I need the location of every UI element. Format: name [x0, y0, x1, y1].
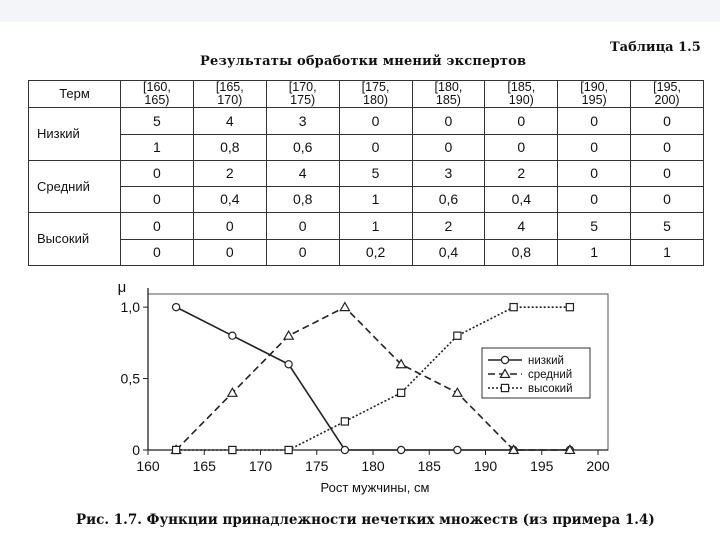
x-tick-label: 160	[136, 458, 160, 474]
interval-header	[412, 81, 485, 108]
chart-legend	[482, 348, 590, 398]
data-point-square	[229, 446, 236, 453]
membership-cell: 0,8	[266, 187, 339, 213]
data-point-circle	[398, 446, 405, 453]
count-cell: 5	[339, 160, 412, 186]
count-cell: 2	[485, 160, 558, 186]
membership-cell: 0	[121, 239, 194, 265]
interval-header	[193, 81, 266, 108]
interval-start: [185,	[507, 80, 536, 94]
interval-header	[339, 81, 412, 108]
figure-caption: Рис. 1.7. Функции принадлежности нечетких множеств (из примера 1.4)	[76, 512, 655, 528]
data-point-circle	[341, 446, 348, 453]
data-point-square	[173, 446, 180, 453]
data-point-circle	[454, 446, 461, 453]
membership-cell: 1	[339, 187, 412, 213]
membership-cell: 0	[121, 187, 194, 213]
table-row	[29, 187, 704, 213]
interval-start: [175,	[361, 80, 390, 94]
interval-header	[631, 81, 704, 108]
count-cell: 1	[339, 213, 412, 239]
legend-marker-square	[501, 384, 508, 391]
table-row	[29, 213, 704, 239]
data-point-circle	[229, 332, 236, 339]
x-tick-label: 195	[530, 458, 554, 474]
count-cell: 0	[339, 108, 412, 134]
membership-cell: 0,4	[193, 187, 266, 213]
count-cell: 5	[121, 108, 194, 134]
membership-cell: 1	[631, 239, 704, 265]
count-cell: 3	[412, 160, 485, 186]
data-point-square	[341, 418, 348, 425]
membership-cell: 0,2	[339, 239, 412, 265]
table-title: Результаты обработки мнений экспертов	[200, 54, 527, 69]
legend-label: низкий	[528, 355, 564, 367]
data-point-circle	[173, 304, 180, 311]
count-cell: 5	[558, 213, 631, 239]
interval-start: [190,	[580, 80, 609, 94]
x-tick-label: 185	[417, 458, 441, 474]
interval-end: 180)	[363, 93, 389, 108]
y-tick-label: 1,0	[120, 299, 140, 316]
membership-cell: 0,8	[485, 239, 558, 265]
membership-functions-chart	[100, 278, 620, 504]
interval-start: [170,	[288, 80, 317, 94]
x-tick-label: 165	[192, 458, 216, 474]
interval-end: 170)	[217, 93, 243, 108]
y-axis-label: μ	[117, 279, 127, 296]
count-cell: 3	[266, 108, 339, 134]
term-cell-medium: Средний	[29, 160, 121, 213]
interval-header	[485, 81, 558, 108]
interval-header	[558, 81, 631, 108]
data-point-square	[566, 304, 573, 311]
membership-cell: 0	[412, 134, 485, 160]
membership-cell: 0,8	[193, 134, 266, 160]
interval-header	[121, 81, 194, 108]
legend-label: средний	[528, 369, 573, 381]
table-header-row	[29, 81, 704, 108]
count-cell: 0	[121, 213, 194, 239]
interval-start: [165,	[215, 80, 244, 94]
data-point-square	[398, 389, 405, 396]
interval-start: [160,	[143, 80, 171, 94]
data-point-triangle	[340, 303, 349, 311]
data-point-triangle	[228, 388, 237, 396]
data-point-square	[454, 332, 461, 339]
interval-end: 165)	[144, 93, 170, 108]
table-row	[29, 134, 704, 160]
membership-cell: 1	[558, 239, 631, 265]
count-cell: 2	[193, 160, 266, 186]
count-cell: 4	[193, 108, 266, 134]
count-cell: 0	[558, 160, 631, 186]
count-cell: 0	[266, 213, 339, 239]
x-tick-label: 170	[248, 458, 273, 474]
count-cell: 4	[266, 160, 339, 186]
top-band	[0, 0, 720, 22]
membership-cell: 0	[631, 134, 704, 160]
membership-cell: 0,4	[412, 239, 485, 265]
y-tick-label: 0	[132, 442, 140, 458]
count-cell: 0	[121, 160, 194, 186]
y-tick-label: 0,5	[120, 370, 140, 387]
interval-header	[266, 81, 339, 108]
membership-cell: 0,6	[266, 134, 339, 160]
count-cell: 0	[193, 213, 266, 239]
membership-cell: 0	[339, 134, 412, 160]
legend-marker-circle	[501, 356, 508, 363]
count-cell: 0	[558, 108, 631, 134]
membership-cell: 0	[558, 187, 631, 213]
count-cell: 0	[631, 160, 704, 186]
membership-cell: 0,4	[485, 187, 558, 213]
x-tick-label: 200	[586, 458, 610, 474]
x-tick-label: 190	[473, 458, 498, 474]
membership-cell: 0	[266, 239, 339, 265]
table-row	[29, 160, 704, 186]
data-point-square	[510, 304, 517, 311]
data-point-triangle	[284, 331, 293, 339]
table-row	[29, 239, 704, 265]
membership-cell: 0	[631, 187, 704, 213]
expert-results-table	[28, 80, 704, 266]
table-label: Таблица 1.5	[610, 40, 701, 55]
membership-cell: 0	[485, 134, 558, 160]
membership-cell: 0	[193, 239, 266, 265]
count-cell: 0	[412, 108, 485, 134]
interval-end: 175)	[290, 93, 316, 108]
term-cell-low: Низкий	[29, 108, 121, 161]
x-tick-label: 175	[305, 458, 329, 474]
x-axis-label: Рост мужчины, см	[320, 480, 430, 495]
interval-end: 195)	[581, 93, 607, 108]
x-tick-label: 180	[361, 458, 385, 474]
interval-start: [195,	[653, 80, 681, 94]
term-column-header: Терм	[29, 81, 121, 108]
data-point-circle	[285, 361, 292, 368]
interval-start: [180,	[434, 80, 463, 94]
membership-cell: 0	[558, 134, 631, 160]
data-point-square	[285, 446, 292, 453]
term-cell-high: Высокий	[29, 213, 121, 266]
count-cell: 5	[631, 213, 704, 239]
data-point-triangle	[453, 388, 462, 396]
count-cell: 4	[485, 213, 558, 239]
membership-cell: 1	[121, 134, 194, 160]
count-cell: 0	[631, 108, 704, 134]
legend-label: высокий	[528, 383, 573, 395]
interval-end: 200)	[654, 93, 680, 108]
table-row	[29, 108, 704, 134]
count-cell: 2	[412, 213, 485, 239]
interval-end: 185)	[435, 93, 461, 108]
interval-end: 190)	[508, 93, 534, 108]
membership-cell: 0,6	[412, 187, 485, 213]
count-cell: 0	[485, 108, 558, 134]
